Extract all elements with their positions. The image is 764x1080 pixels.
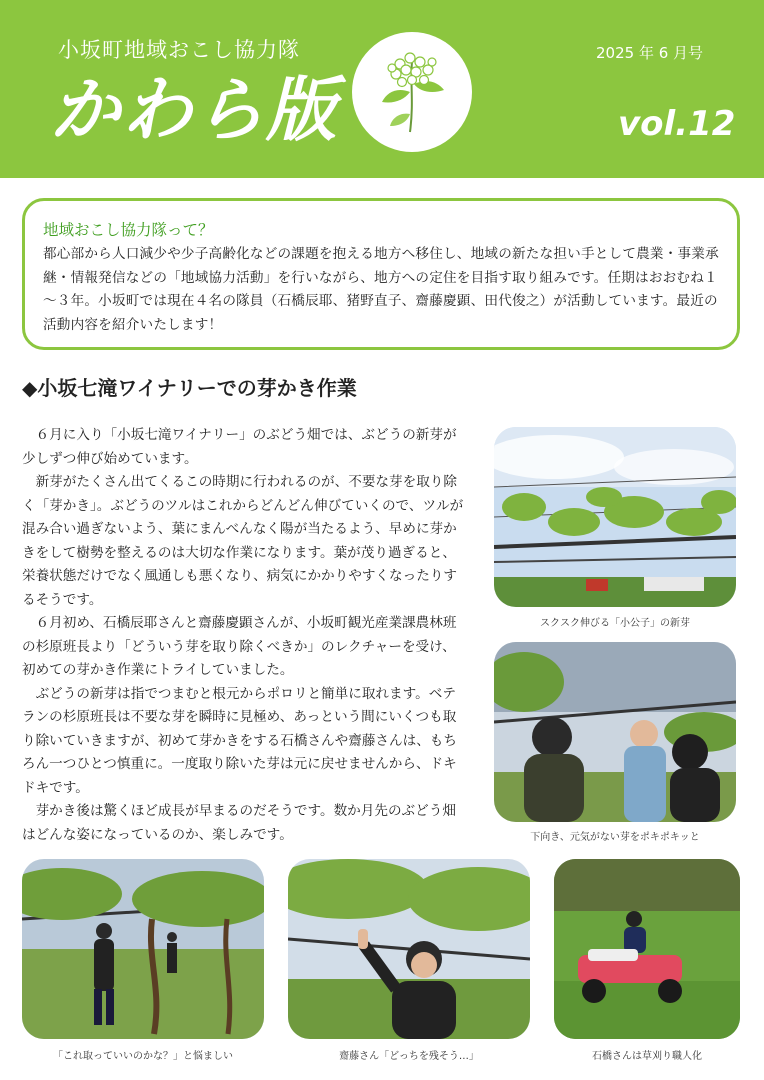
photo-caption: 「これ取っていいのかな？」と悩ましい: [53, 1051, 233, 1062]
flower-logo-icon: [352, 32, 472, 152]
lecture-photo: [494, 642, 736, 822]
photo-caption: 齋藤さん「どっちを残そう…」: [339, 1051, 479, 1062]
newsletter-title: かわら版: [50, 69, 338, 151]
intro-box: [22, 198, 740, 350]
photo-caption: 下向き、元気がない芽をポキポキッと: [530, 832, 700, 843]
vineyard-shoots-photo: [494, 427, 736, 607]
issue-date: 2025 年 6 月号: [596, 44, 704, 62]
article-paragraph: ６月に入り「小坂七滝ワイナリー」のぶどう畑では、ぶどうの新芽が少しずつ伸び始めています。: [22, 427, 457, 467]
article-paragraph: 芽かき後は驚くほど成長が早まるのだそうです。数か月先のぶどう畑はどんな姿になっているのか、楽しみです。: [22, 803, 456, 843]
masthead: [0, 0, 764, 178]
photo-caption: スクスク伸びる「小公子」の新芽: [540, 618, 690, 629]
article-body: [22, 424, 468, 847]
volume-number: vol.12: [618, 104, 736, 144]
photo-caption: 石橋さんは草刈り職人化: [592, 1051, 702, 1062]
pondering-photo: [22, 859, 264, 1039]
mowing-photo: [554, 859, 740, 1039]
org-name: 小坂町地域おこし協力隊: [58, 38, 300, 62]
article-paragraph: ６月初め、石橋辰耶さんと齋藤慶顕さんが、小坂町観光産業課農林班の杉原班長より「どういう芽を取り除くべきか」のレクチャーを受け、初めての芽かき作業にトライしていました。: [22, 615, 457, 678]
article-paragraph: ぶどうの新芽は指でつまむと根元からポロリと簡単に取れます。ベテランの杉原班長は不要な芽を瞬時に見極め、あっという間にいくつも取り除いていきますが、初めて芽かきをする石橋さんや齋藤さんは、もちろん一つひとつ慎重に。一度取り除いた芽は元に戻せませんから、ドキドキです。: [22, 685, 457, 796]
article-paragraph: 新芽がたくさん出てくるこの時期に行われるのが、不要な芽を取り除く「芽かき」。ぶどうのツルはこれからどんどん伸びていくので、ツルが混み合い過ぎないよう、葉にまんべんなく陽が当たるよう、早めに芽かきをして樹勢を整えるのは大切な作業になります。葉が茂り過ぎると、栄養状態だけでなく風通しも悪くなり、病気にかかりやすくなったりするそうです。: [22, 474, 464, 608]
intro-body: 都心部から人口減少や少子高齢化などの課題を抱える地方へ移住し、地域の新たな担い手として農業・事業承継・情報発信などの「地域協力活動」を行いながら、地方への定住を目指す取り組みです。任期はおおむね１～３年。小坂町では現在４名の隊員（石橋辰耶、猪野直子、齋藤慶顕、田代俊之）が活動しています。最近の活動内容を紹介いたします！: [43, 246, 719, 333]
selecting-shoot-photo: [288, 859, 530, 1039]
intro-title: 地域おこし協力隊って？: [43, 221, 214, 239]
section-heading: ◆小坂七滝ワイナリーでの芽かき作業: [22, 376, 357, 400]
